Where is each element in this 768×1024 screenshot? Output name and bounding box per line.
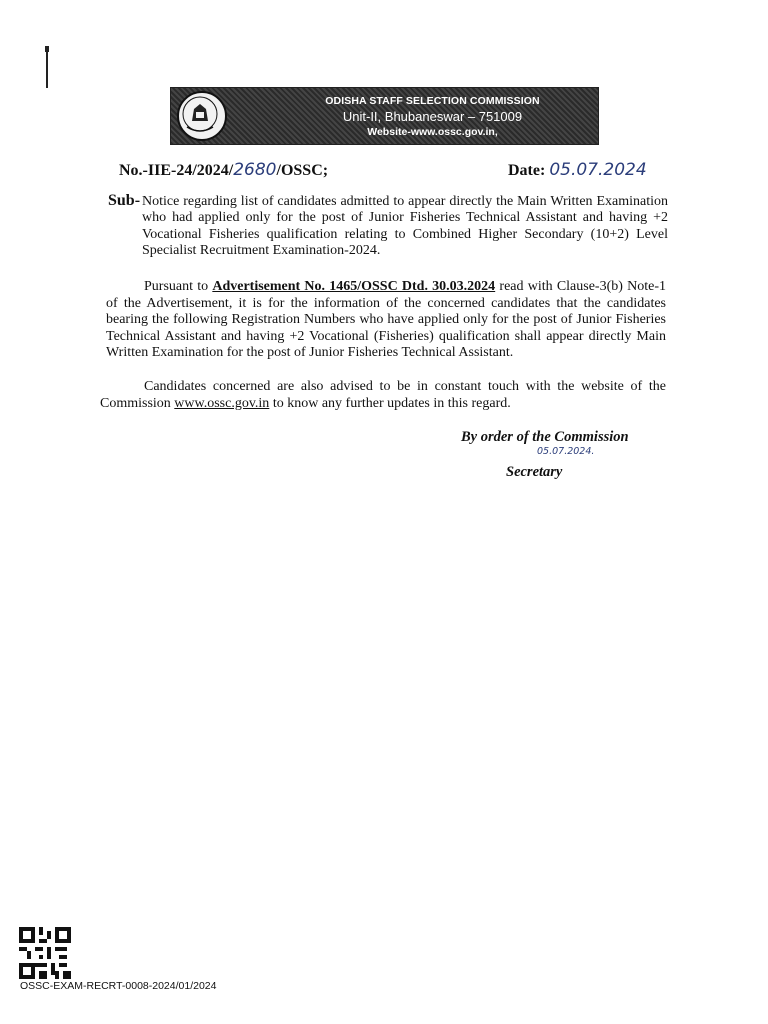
subject-block bbox=[108, 193, 668, 260]
reference-date bbox=[508, 160, 647, 180]
odisha-emblem-icon bbox=[177, 91, 227, 141]
body-paragraph-2 bbox=[100, 379, 666, 412]
para1-rest: read with Clause-3(b) Note-1 of the Advertisement, it is for the information of the concerned candidates that the candidates bearing the following Registration Numbers who have applied only for the post of Junior Fisheries Technical Assistant and having +2 Vocational (Fisheries) qualification shall appear directly Main Written Examination for the post of Junior Fisheries Technical Assistant. bbox=[106, 279, 666, 360]
signatory-title: Secretary bbox=[506, 464, 563, 480]
signature-scribble: 05.07.2024. bbox=[537, 446, 595, 457]
reference-number bbox=[119, 160, 328, 180]
organization-website: Website-www.ossc.gov.in, bbox=[367, 125, 498, 138]
website-link[interactable]: www.ossc.gov.in bbox=[174, 395, 270, 411]
by-order-line: By order of the Commission bbox=[461, 429, 629, 445]
document-code: OSSC-EXAM-RECRT-0008-2024/01/2024 bbox=[20, 980, 217, 992]
para2-lead: Candidates concerned are also advised to be in constant touch with the website of the Commission bbox=[100, 379, 666, 411]
subject-label: Sub- bbox=[108, 192, 141, 209]
handwritten-reference-number: 2680 bbox=[233, 160, 277, 180]
reference-prefix: No.-IIE-24/2024/ bbox=[119, 162, 234, 179]
handwritten-date: 05.07.2024 bbox=[549, 160, 647, 180]
letterhead-text bbox=[227, 94, 598, 139]
body-paragraph-1 bbox=[106, 279, 666, 362]
advertisement-reference: Advertisement No. 1465/OSSC Dtd. 30.03.2024 bbox=[212, 279, 496, 294]
date-label: Date: bbox=[508, 162, 546, 179]
qr-code-icon bbox=[19, 927, 71, 979]
reference-suffix: /OSSC; bbox=[276, 162, 329, 179]
organization-name: ODISHA STAFF SELECTION COMMISSION bbox=[325, 94, 540, 107]
organization-address: Unit-II, Bhubaneswar – 751009 bbox=[342, 108, 523, 124]
subject-text: Notice regarding list of candidates admitted to appear directly the Main Written Examination who had applied only for the post of Junior Fisheries Technical Assistant and having +2 Vocational Fisheries qualification relating to Combined Higher Secondary (10+2) Level Specialist Recruitment Examination-2024. bbox=[142, 193, 668, 258]
para2-rest: to know any further updates in this regard. bbox=[272, 395, 511, 411]
margin-mark bbox=[46, 46, 48, 88]
reference-line bbox=[119, 158, 664, 182]
para1-lead: Pursuant to bbox=[144, 279, 209, 294]
letterhead-banner bbox=[170, 87, 599, 145]
